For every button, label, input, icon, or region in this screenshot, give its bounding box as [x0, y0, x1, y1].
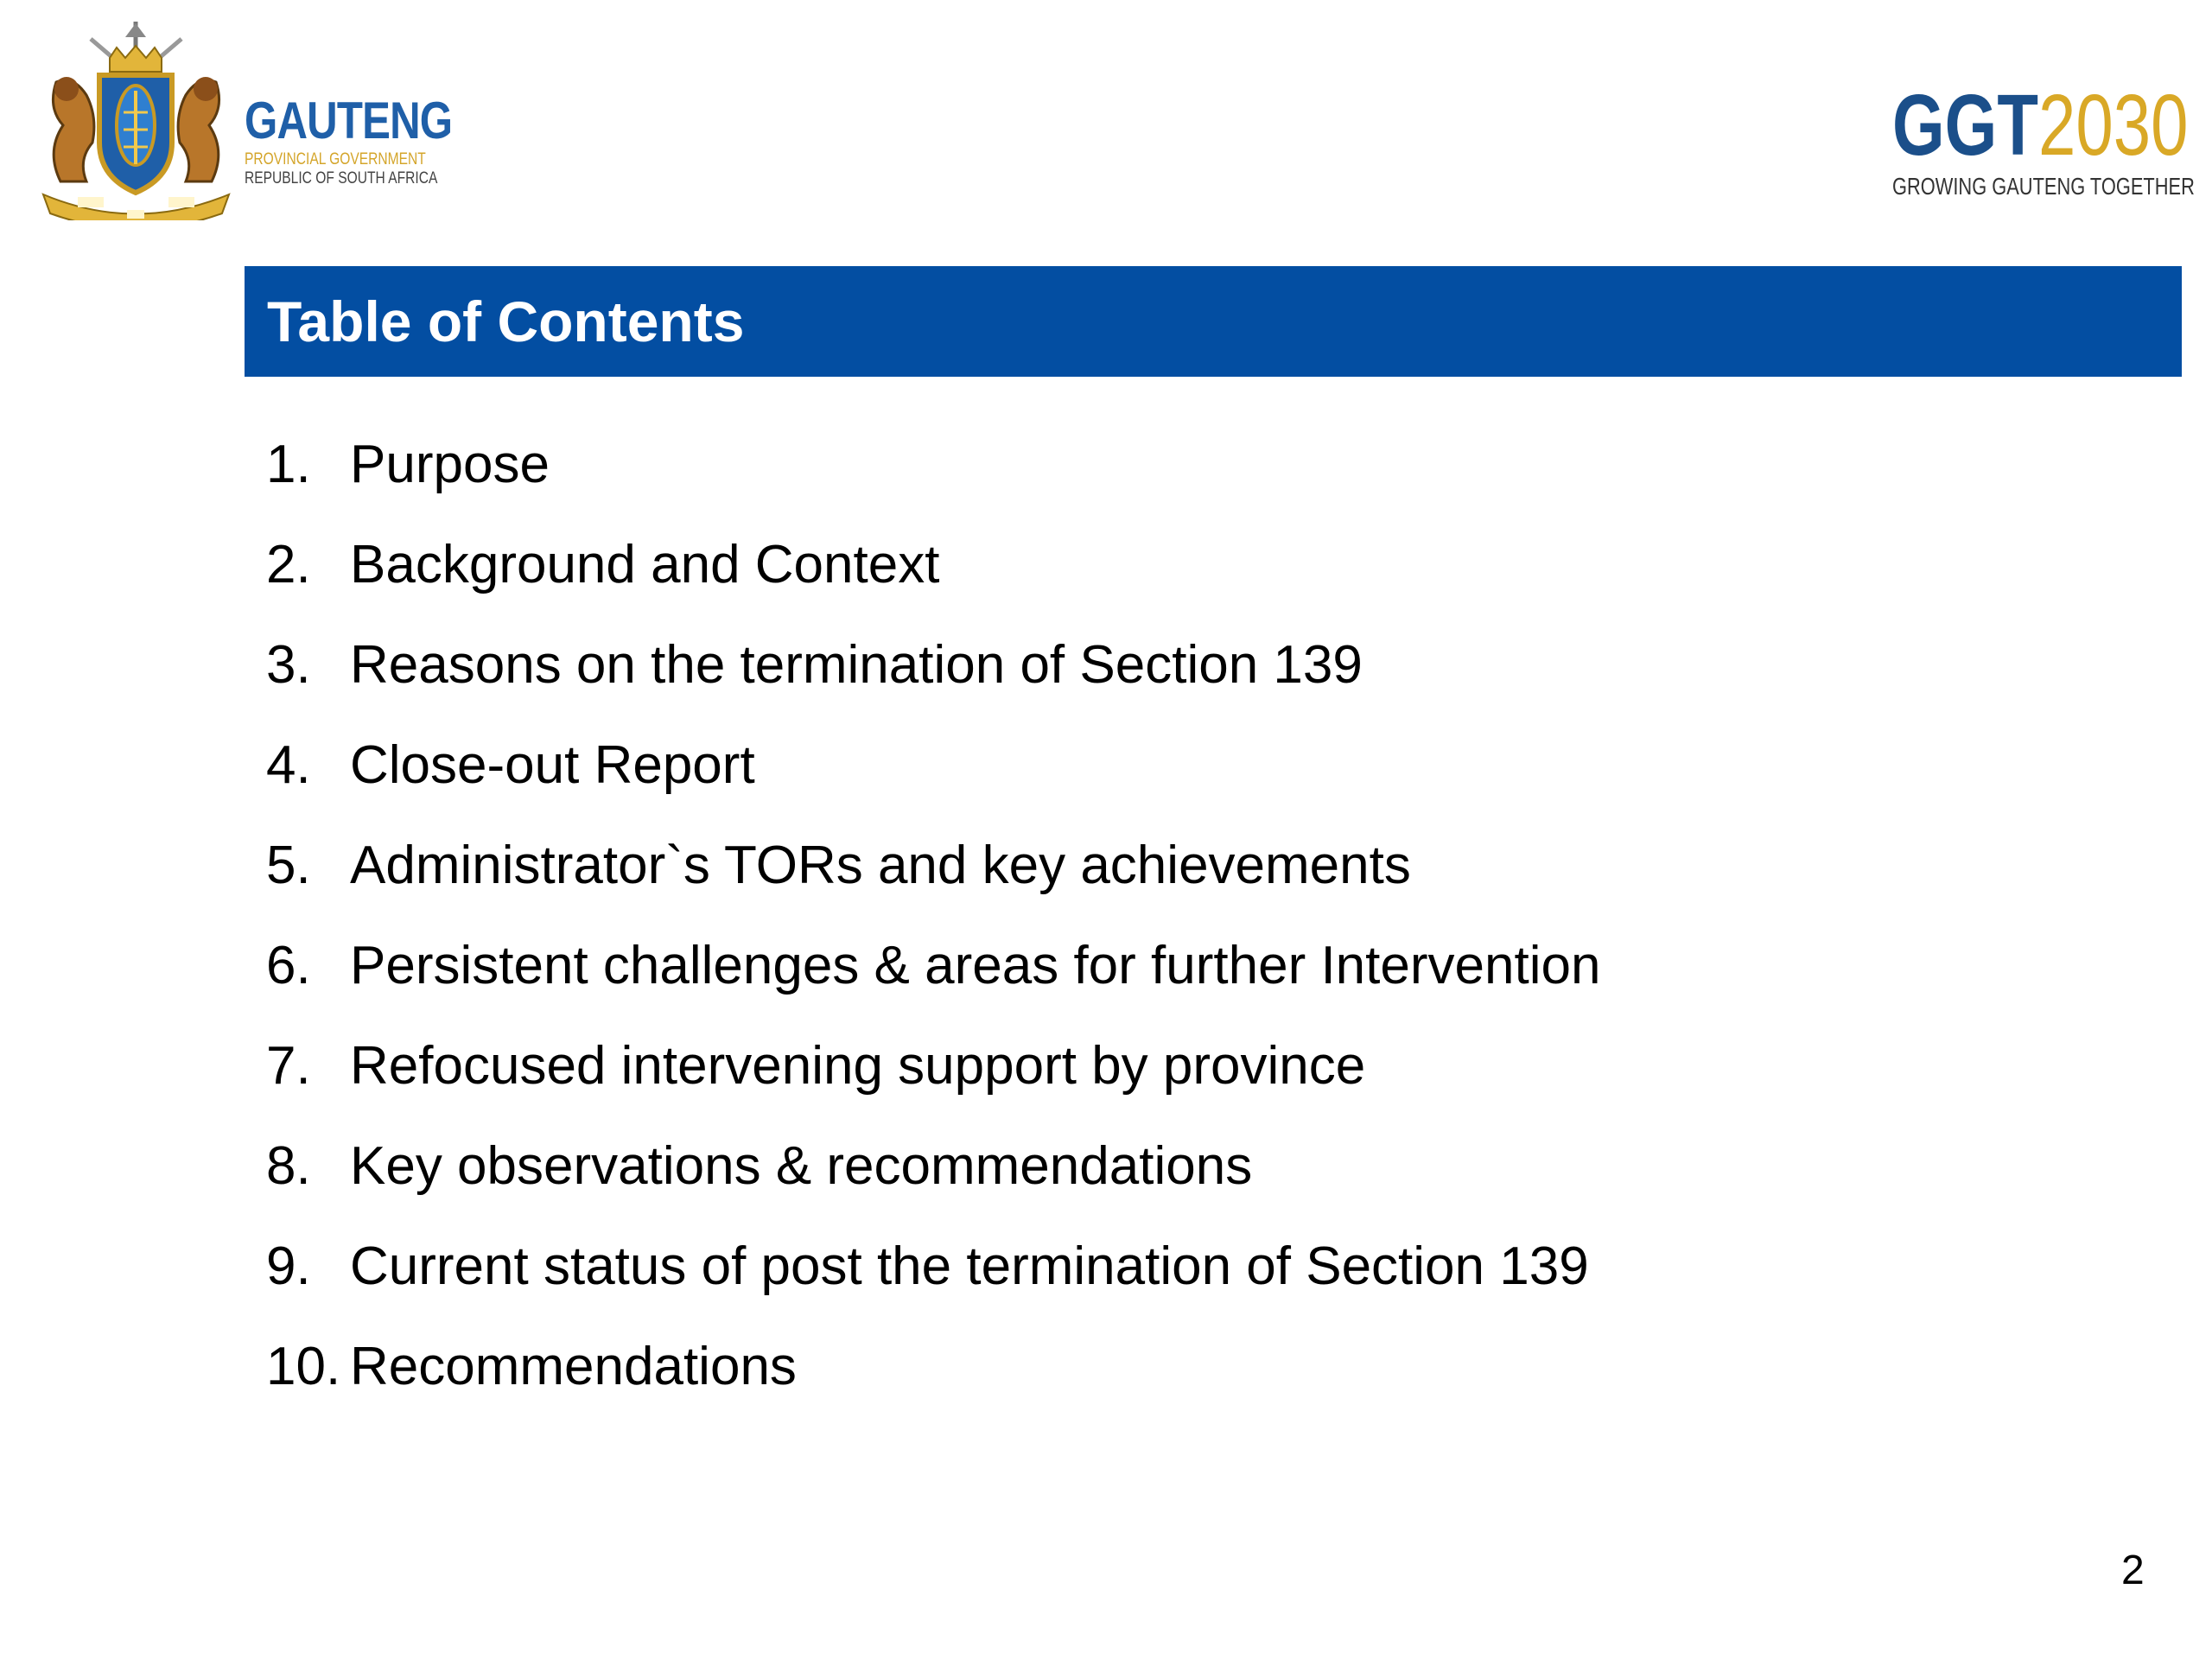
list-item-label: Recommendations	[350, 1337, 797, 1396]
coat-of-arms-logo	[39, 22, 233, 220]
gauteng-title: GAUTENG	[245, 92, 453, 149]
list-item-label: Administrator`s TORs and key achievements	[350, 836, 1411, 895]
list-item-number: 8.	[266, 1136, 311, 1196]
list-item-label: Background and Context	[350, 535, 940, 594]
list-item-label: Reasons on the termination of Section 139	[350, 635, 1363, 695]
list-item-number: 5.	[266, 836, 311, 895]
list-item-label: Refocused intervening support by province	[350, 1036, 1366, 1096]
list-item-number: 6.	[266, 936, 311, 995]
list-item-number: 2.	[266, 535, 311, 594]
gauteng-subtitle-2: REPUBLIC OF SOUTH AFRICA	[245, 169, 438, 188]
list-item-number: 10.	[266, 1337, 341, 1396]
list-item-number: 7.	[266, 1036, 311, 1096]
list-item-number: 9.	[266, 1236, 311, 1296]
ggt2030-logo	[1892, 77, 2212, 200]
ggt2030-mark	[1892, 77, 2195, 174]
list-item-label: Close-out Report	[350, 735, 755, 795]
list-item-number: 4.	[266, 735, 311, 795]
list-item-label: Persistent challenges & areas for further Intervention	[350, 936, 1601, 995]
ggt-mark-text: GGT	[1892, 77, 2038, 174]
gauteng-wordmark	[245, 92, 498, 188]
list-item-number: 1.	[266, 435, 311, 494]
page-title: Table of Contents	[267, 289, 745, 353]
list-item-label: Key observations & recommendations	[350, 1136, 1253, 1196]
list-item-label: Purpose	[350, 435, 550, 494]
ggt-year-text: 2030	[2037, 77, 2189, 174]
page-number: 2	[2121, 1548, 2145, 1593]
gauteng-subtitle-1: PROVINCIAL GOVERNMENT	[245, 150, 426, 168]
list-item-number: 3.	[266, 635, 311, 695]
ggt2030-tagline: GROWING GAUTENG TOGETHER	[1892, 173, 2195, 200]
title-bar	[245, 266, 2182, 377]
list-item-label: Current status of post the termination of Section 139	[350, 1236, 1589, 1296]
